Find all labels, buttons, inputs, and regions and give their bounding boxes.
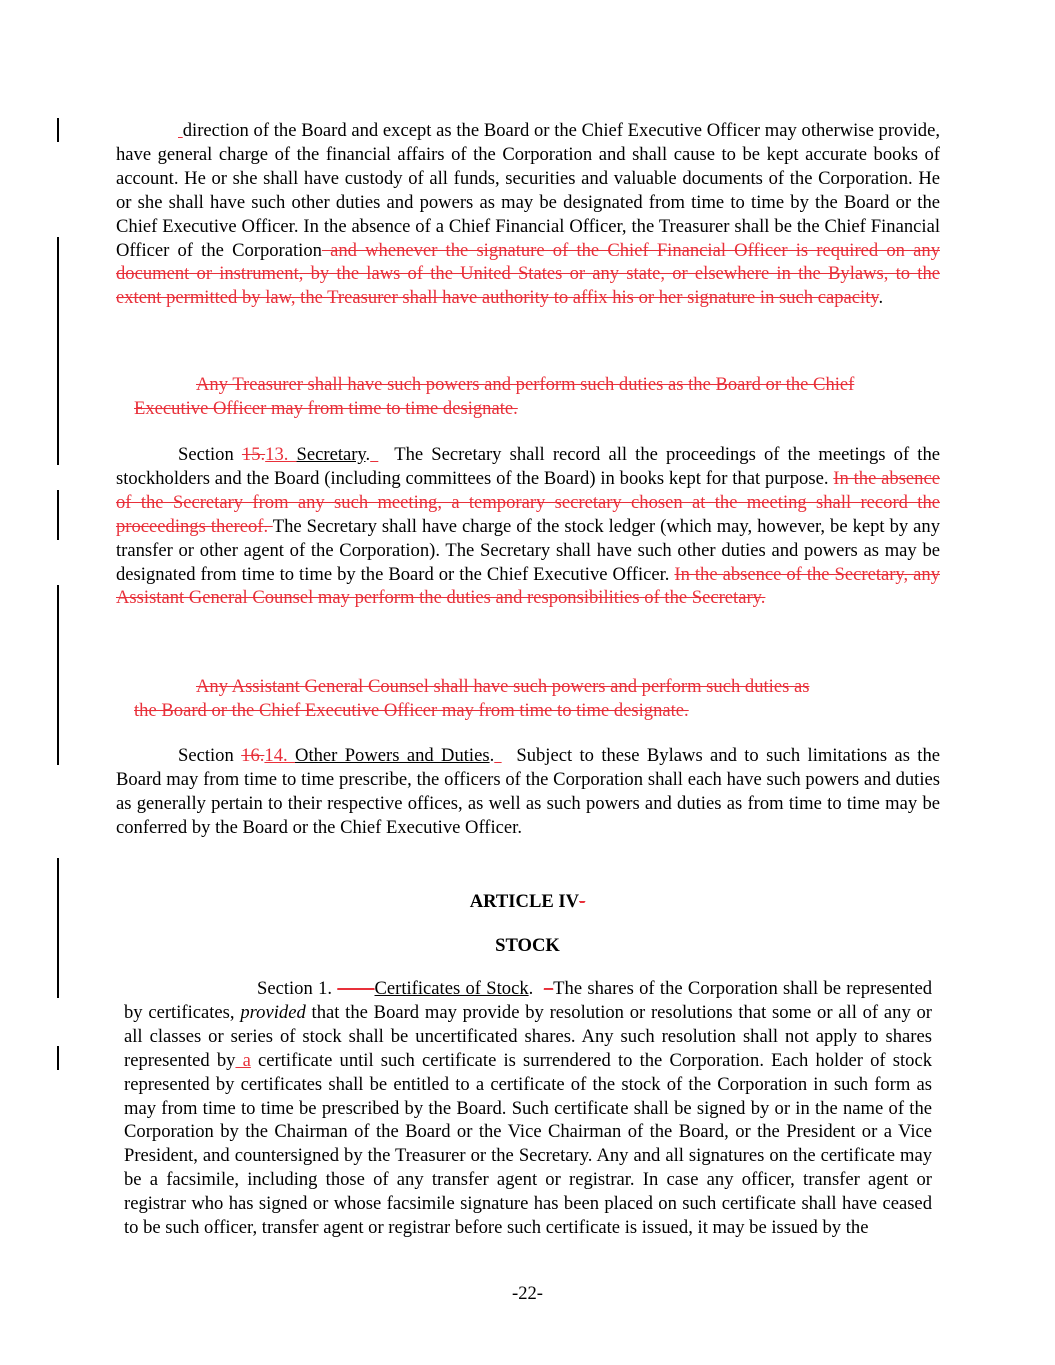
section-title: Secretary	[296, 444, 366, 465]
paragraph-text: direction of the Board and except as the Board or the Chief Executive Officer may otherwise provide, have general charge of the financial affairs of the Corporation and shall cause to be kept accurate books of account. He or she shall have custody of all funds, securities and valuable documents of the Corporation. He or she shall have such other duties and powers as may be designated from time to time by the Board or the Chief Executive Officer. In the absence of a Chief Financial Officer, the Treasurer shall be the Chief Financial Officer of the Corporation	[116, 120, 940, 261]
section-title: Other Powers and Duties	[295, 745, 490, 766]
change-bar	[57, 490, 59, 540]
change-bar	[57, 858, 59, 998]
article-subheading: STOCK	[495, 935, 560, 956]
change-bar	[57, 118, 59, 142]
old-section-number: 15.	[241, 444, 266, 465]
deleted-text: In the absence of the Secretary from any such meeting, a temporary secretary chosen at the meeting shall record the proceedings thereof.	[116, 467, 940, 537]
treasurer-paragraph: direction of the Board and except as the Board or the Chief Executive Officer may otherwise provide, have general charge of the financial affairs of the Corporation and shall cause to be kept accurate books of account. He or she shall have custody of all funds, securities and valuable documents of the Corporation. He or she shall have such other duties and powers as may be designated from time to time by the Board or the Chief Executive Officer. In the absence of a Chief Financial Officer, the Treasurer shall be the Chief Financial Officer of the Corporation and whenever the signature of the Chief Financial Officer is required on any document or instrument, by the laws of the United States or any state, or elsewhere in the Bylaws, to the extent permitted by law, the Treasurer shall have authority to affix his or her signature in such capacity.	[116, 120, 940, 309]
deleted-text: In the absence of the Secretary, any Assistant General Counsel may perform the duties and responsibilities of the Secretary.	[116, 563, 940, 609]
change-bar	[57, 585, 59, 765]
change-bar	[57, 1046, 59, 1070]
change-bar	[57, 237, 59, 465]
section-1-certificates: Section 1. ——Certificates of Stock. –The shares of the Corporation shall be represented by certificates, provided that the Board may provide by resolution or resolutions that some or all of any or all classes or series of stock shall be uncertificated shares. Any such resolution shall not apply to shares represented by a certificate until such certificate is surrendered to the Corporation. Each holder of stock represented by certificates shall be entitled to a certificate of the stock of the Corporation in such form as may from time to time be prescribed by the Board. Such certificate shall be signed by or in the name of the Corporation by the Chairman of the Board or the Vice Chairman of the Board, or the President or a Vice President, and countersigned by the Treasurer or the Secretary. Any and all signatures on the certificate may be a facsimile, including those of any transfer agent or registrar. In case any officer, transfer agent or registrar who has signed or whose facsimile signature has been placed on such certificate shall have ceased to be such officer, transfer agent or registrar before such certificate is issued, it may be issued by the	[124, 978, 933, 1239]
deleted-dash: ——	[337, 978, 375, 999]
deleted-dash: –	[543, 978, 554, 999]
article-heading: ARTICLE IV-	[469, 891, 586, 912]
section-13-secretary: Section 15.13. Secretary. The Secretary shall record all the proceedings of the meetings of the stockholders and the Board (including committees of the Board) in books kept for that purpose. In the absence of the Secretary from any such meeting, a temporary secretary chosen at the meeting shall record the proceedings thereof. The Secretary shall have charge of the stock ledger (which may, however, be kept by any transfer or other agent of the Corporation). The Secretary shall have such other duties and powers as may be designated from time to time by the Board or the Chief Executive Officer. In the absence of the Secretary, any Assistant General Counsel may perform the duties and responsibilities of the Secretary.	[116, 444, 940, 609]
section-14-other-powers: Section 16.14. Other Powers and Duties. Subject to these Bylaws and to such limitations as the Board may from time to time prescribe, the officers of the Corporation shall each have such powers and duties as generally pertain to their respective offices, as well as such powers and duties as from time to time may be conferred by the Board or the Chief Executive Officer.	[116, 745, 941, 838]
inserted-text: a	[235, 1049, 251, 1071]
deleted-agc-paragraph: Any Assistant General Counsel shall have such powers and perform such duties as the Board or the Chief Executive Officer may from time to time designate.	[134, 676, 810, 721]
new-section-number: 14.	[264, 745, 296, 766]
old-section-number: 16.	[241, 745, 265, 766]
section-title: Certificates of Stock	[374, 978, 529, 999]
deleted-text: and whenever the signature of the Chief Financial Officer is required on any document or instrument, by the laws of the United States or any state, or elsewhere in the Bylaws, to the extent permitted by law, the Treasurer shall have authority to affix his or her signature in such capacity	[116, 239, 940, 309]
page-number: -22-	[512, 1283, 543, 1304]
new-section-number: 13.	[265, 444, 297, 465]
deleted-treasurer-paragraph: Any Treasurer shall have such powers and perform such duties as the Board or the Chief Executive Officer may from time to time designate.	[134, 374, 855, 419]
